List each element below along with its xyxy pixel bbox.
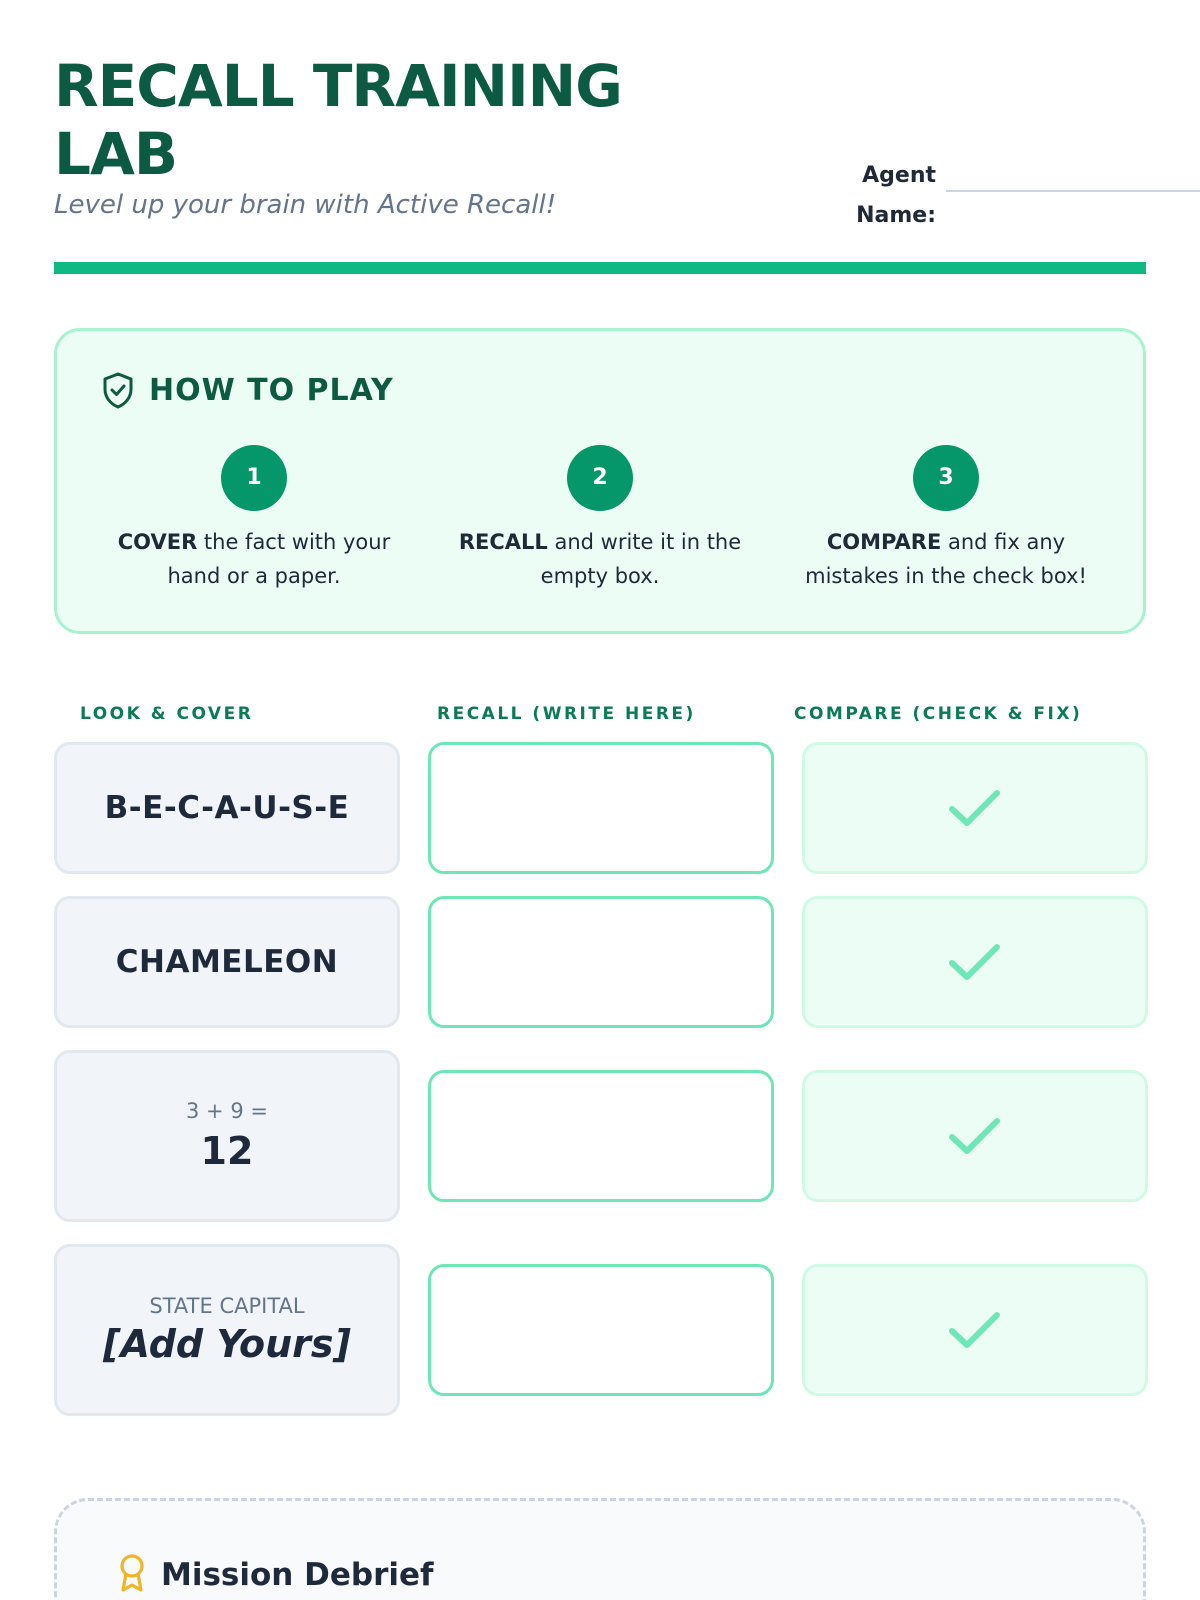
how-to-play-panel bbox=[54, 328, 1146, 634]
recall-write-box[interactable] bbox=[428, 896, 774, 1028]
step-number-badge: 1 bbox=[221, 445, 287, 511]
header-divider bbox=[54, 262, 1146, 274]
mission-debrief-title: Mission Debrief bbox=[161, 1557, 434, 1593]
step-description: and write it in the empty box. bbox=[540, 530, 742, 588]
look-fact: CHAMELEON bbox=[115, 944, 339, 980]
check-icon bbox=[947, 1114, 1003, 1158]
steps-list bbox=[57, 445, 1143, 593]
look-fact: B-E-C-A-U-S-E bbox=[104, 790, 350, 826]
column-header-recall: RECALL (WRITE HERE) bbox=[437, 704, 696, 724]
step-keyword: RECALL bbox=[458, 530, 548, 554]
step-item bbox=[104, 445, 404, 593]
shield-check-icon bbox=[101, 371, 135, 409]
page-title: RECALL TRAINING LAB bbox=[54, 52, 622, 188]
step-keyword: COVER bbox=[117, 530, 198, 554]
recall-write-box[interactable] bbox=[428, 1070, 774, 1202]
column-header-compare: COMPARE (CHECK & FIX) bbox=[794, 704, 1083, 724]
how-to-play-header bbox=[101, 371, 394, 409]
step-description: and fix any mistakes in the check box! bbox=[805, 530, 1087, 588]
mission-debrief-header bbox=[117, 1553, 434, 1597]
step-text bbox=[104, 525, 404, 593]
page-subtitle: Level up your brain with Active Recall! bbox=[54, 190, 557, 220]
column-header-look: LOOK & COVER bbox=[80, 704, 254, 724]
step-item bbox=[796, 445, 1096, 593]
mission-debrief-panel bbox=[54, 1498, 1146, 1600]
look-card bbox=[54, 1244, 400, 1416]
look-card bbox=[54, 896, 400, 1028]
compare-check-box[interactable] bbox=[802, 742, 1148, 874]
award-ribbon-icon bbox=[117, 1553, 147, 1597]
agent-name-field[interactable] bbox=[946, 190, 1200, 192]
step-number-badge: 3 bbox=[913, 445, 979, 511]
agent-name-label: Agent Name: bbox=[856, 163, 936, 228]
header bbox=[54, 0, 1146, 276]
how-to-play-title: HOW TO PLAY bbox=[149, 372, 394, 408]
step-text bbox=[450, 525, 750, 593]
look-prompt: STATE CAPITAL bbox=[149, 1294, 305, 1318]
check-icon bbox=[947, 940, 1003, 984]
look-prompt: 3 + 9 = bbox=[186, 1099, 268, 1123]
check-icon bbox=[947, 786, 1003, 830]
compare-check-box[interactable] bbox=[802, 1070, 1148, 1202]
recall-write-box[interactable] bbox=[428, 742, 774, 874]
step-text bbox=[796, 525, 1096, 593]
check-icon bbox=[947, 1308, 1003, 1352]
step-item bbox=[450, 445, 750, 593]
step-number-badge: 2 bbox=[567, 445, 633, 511]
step-keyword: COMPARE bbox=[826, 530, 942, 554]
look-fact: 12 bbox=[200, 1129, 254, 1173]
compare-check-box[interactable] bbox=[802, 1264, 1148, 1396]
step-description: the fact with your hand or a paper. bbox=[167, 530, 391, 588]
look-card bbox=[54, 742, 400, 874]
look-fact: [Add Yours] bbox=[103, 1322, 351, 1366]
recall-write-box[interactable] bbox=[428, 1264, 774, 1396]
look-card bbox=[54, 1050, 400, 1222]
compare-check-box[interactable] bbox=[802, 896, 1148, 1028]
